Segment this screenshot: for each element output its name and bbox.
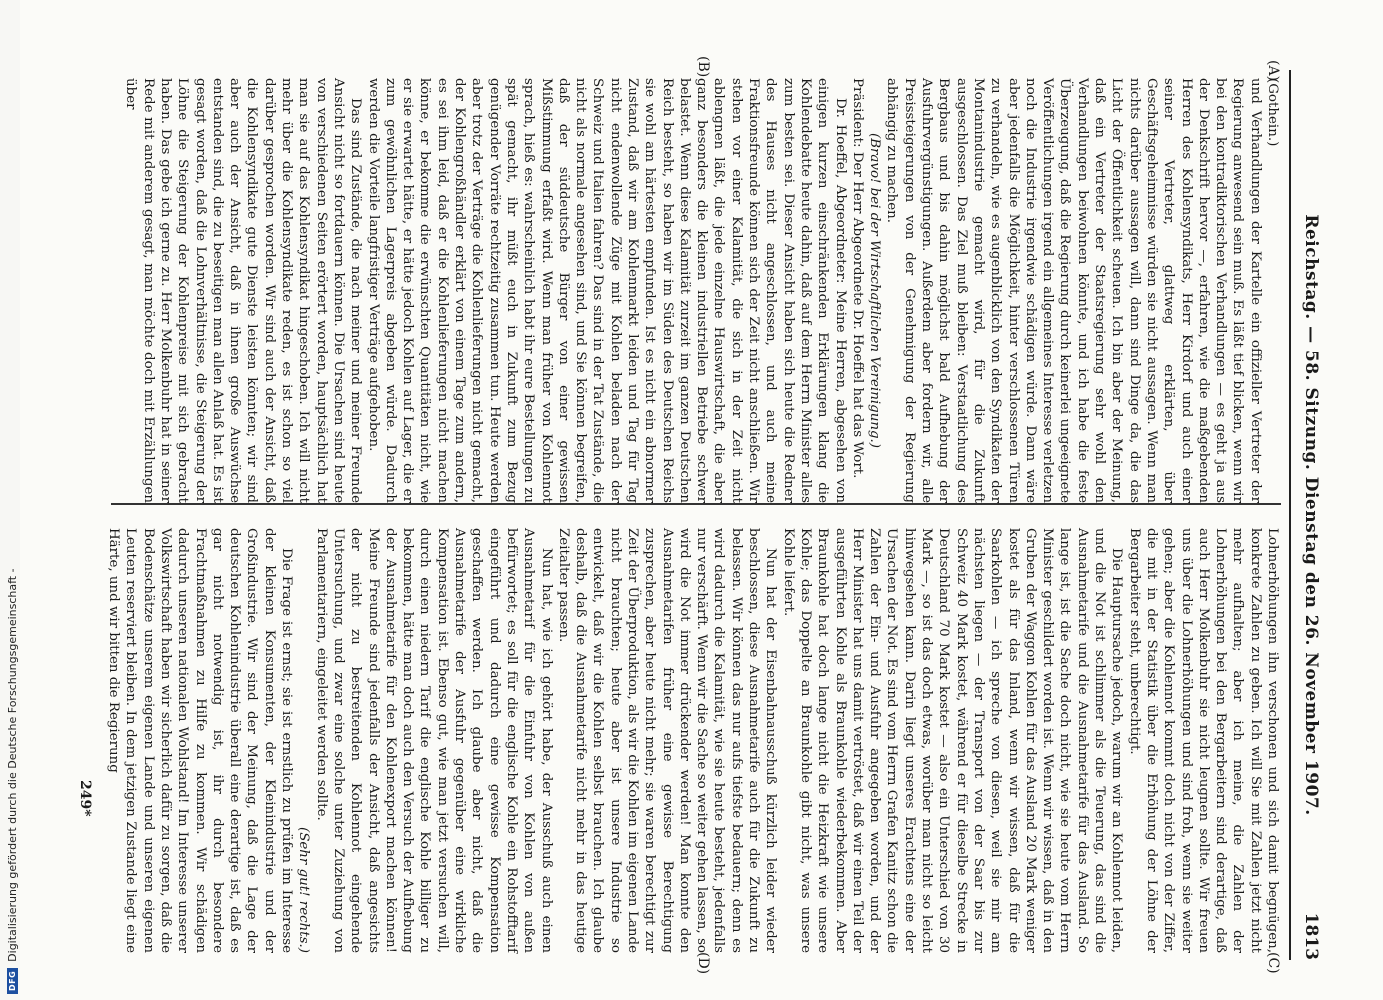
margin-mark-d: (D) xyxy=(695,952,711,975)
column-separator xyxy=(111,503,1281,505)
dfg-logo: DFG xyxy=(7,968,18,994)
signature-mark: 249* xyxy=(77,780,93,817)
paragraph: Das sind Zustände, die nach meiner und meiner Freunde Ansicht nicht so fortdauern können. Die Ursachen sind heute von verschiedenen Seiten erörtert worden, hauptsächlich hat man sie auf das Kohlensyndikat hingeschoben. Ich will nicht mehr über die Kohlensyndikate reden, es ist schon so viel darüber gesprochen worden. Wir sind auch der Ansicht, daß die Kohlensyndikate gute Dienste leisten könnten; wir sind aber auch der Ansicht, daß in ihnen große Auswüchse entstanden sind, die zu beseitigen man allen Anlaß hat. Es ist gesagt worden, daß die Lohnverhältnisse, die Steigerung der Löhne die Steigerung der Kohlenpreise mit sich gebracht haben. Das gebe ich gerne zu. Herr Molkenbuhr hat in seiner Rede mit anderem gesagt, man möchte doch mit Erzählungen über xyxy=(123,78,364,503)
footer-credit-text: Digitalisierung gefördert durch die Deutsche Forschungsgemeinschaft - xyxy=(5,568,19,962)
paragraph: Dr. Hoeffel, Abgeordneter: Meine Herren, abgesehen von einigen kurzen einschränkenden Erklärungen klang die Kohlendebatte heute dahin, daß auf dem Herrn Minister alles zum besten sei. Dieser Ansicht haben sich heute die Redner des Hauses nicht angeschlossen, und auch meine Fraktionsfreunde können sich der Zeit nicht anschließen. Wir stehen vor einer Kalamität, die sich in der Zeit nicht ablengnen läßt, die jede einzelne Hauswirtschaft, die aber ganz besonders die kleinen industriellen Betriebe schwer belastet. Wenn diese Kalamität zurzeit im ganzen Deutschen Reich besteht, so haben wir im Süden des Deutschen Reichs sie wohl am härtesten empfunden. Ist es nicht ein abnormer Zustand, daß wir am Kohlenmarkt leiden und Tag für Tag nicht endenwollende Züge mit Kohlen beladen nach der Schweiz und Italien fahren? Das sind in der Tat Zustände, die nicht als normale angesehen sind, und Sie können begreifen, daß der süddeutsche Bürger von einer gewissen Mißstimmung erfaßt wird. Wenn man früher von Kohlennot sprach, hieß es: wahrscheinlich habt ihr eure Bestellungen zu spät gemacht, ihr müßt euch in Zukunft zum Bezug genügender Vorräte rechtzeitig zusammen tun. Heute werden aber trotz der Verträge die Kohlenlieferungen nicht gemacht, der Kohlengroßhändler erklärt von einem Tage zum andern, es sei ihm leid, daß er die Kohlenlieferungen nicht machen könne, er bekomme die erwünschten Quantitäten nicht, wie er sie erwartet hätte, er hätte jedoch Kohlen auf Lager, die er zum gewöhnlichen Lagerpreis abgeben würde. Dadurch werden die Vorteile langfristiger Verträge aufgehoben. xyxy=(365,78,848,503)
paragraph: (Gothein.) xyxy=(1265,78,1280,147)
page-number: 1813 xyxy=(1301,912,1321,960)
footer-bar xyxy=(0,0,20,1000)
paragraph: (Sehr gut! rechts.) xyxy=(296,826,312,953)
paragraph: (Bravo! bei der Wirtschaftlichen Vereinigung.) xyxy=(867,132,883,449)
paragraph: Die Hauptursache jedoch, warum wir an Kohlennot leiden, und die Not ist schlimmer als die Teuerung, das sind die Ausnahmetarife und die Ausnahmetarife für das Ausland. So lange ist, ist die Sache doch nicht, wie sie heute vom Herrn Minister geschildert worden ist. Wenn wir wissen, daß in den Gruben der Waggon Kohlen für das Ausland 20 Mark weniger kostet als für das Inland, wenn wir wissen, daß für die Saarkohlen — ich spreche von diesen, weil sie mir am nächsten liegen — der Transport von der Saar bis zur Schweiz 40 Mark kostet, während er für dieselbe Strecke in Deutschland 70 Mark kostet — also ein Unterschied von 30 Mark —, so ist das doch etwas, worüber man nicht so leicht hinwegsehen kann. Darin liegt unseres Erachtens eine der Ursachen der Not. Es sind vom Herrn Grafen Kanitz schon die Zahlen der Ein- und Ausfuhr angegeben worden, und der Herr Minister hat uns damit vertröstet, daß wir einen Teil der ausgeführten Kohle als Braunkohle wiederbekommen. Aber Braunkohle hat doch lange nicht die Heizkraft wie unsere Kohle; das Doppelte an Braunkohle gibt nicht, was unsere Kohle liefert. xyxy=(780,528,1125,953)
header-title: Reichstag. — 58. Sitzung. Dienstag den 26. November 1907. xyxy=(1301,214,1321,816)
paragraph: Nun hat, wie ich gehört habe, der Ausschuß auch einen Ausnahmetarif für die Einfuhr von Kohlen von außen befürwortet; es soll für die englische Kohle ein Rohstofftarif eingeführt und dadurch eine gewisse Kompensation geschaffen werden. Ich glaube aber nicht, daß die Ausnahmetarife der Ausfuhr gegenüber eine wirkliche Kompensation ist. Ebenso gut, wie man jetzt versuchen will, durch einen niedern Tarif die englische Kohle billiger zu bekommen, hätte man doch auch den Versuch der Aufhebung der Ausnahmetarife für den Kohlenexport machen können! Meine Freunde sind jedenfalls der Ansicht, daß angesichts der nicht zu bestreitenden Kohlennot eingehende Untersuchung, und zwar eine solche unter Zuziehung von Parlamentariern, eingeleitet werden sollte. xyxy=(313,528,554,953)
margin-mark-a: (A) xyxy=(1265,60,1281,82)
paragraph: Nun hat der Eisenbahnausschuß kürzlich leider wieder beschlossen, diese Ausnahmetarife auch für die Zukunft zu belassen. Wir können das nur aufs tiefste bedauern; denn es wird dadurch die Kalamität, wie sie heute besteht, jedenfalls nur verschärft. Wenn wir die Sache so weiter gehen lassen, so wird die Not immer drückender werden! Man konnte den Ausnahmetarifen früher eine gewisse Berechtigung zusprechen, aber heute nicht mehr; sie waren berechtigt zur Zeit der Überproduktion, als wir die Kohlen im eigenen Lande nicht brauchten; heute aber ist unsere Industrie so entwickelt, daß wir die Kohlen selbst brauchen. Ich glaube deshalb, daß die Ausnahmetarife nicht mehr in das heutige Zeitalter passen. xyxy=(555,528,779,953)
paragraph: Die Frage ist ernst; sie ist ernstlich zu prüfen im Interesse der kleinen Konsumenten, der Kleinindustrie und der Großindustrie. Wir sind der Meinung, daß die Lage der deutschen Kohlenindustrie überall eine derartige ist, daß es gar nicht notwendig ist, ihr durch besondere Frachtmaßnahmen zu Hilfe zu kommen. Wir schädigen dadurch unseren nationalen Wohlstand! Im Interesse unserer Volkswirtschaft haben wir sicherlich dafür zu sorgen, daß die Bodenschätze unserem eigenen Lande und unseren eigenen Leuten reserviert bleiben. In dem jetzigen Zustande liegt eine Härte, und wir bitten die Regierung xyxy=(106,528,295,953)
page-header xyxy=(1297,70,1325,960)
paragraph: Lohnerhöhungen ihn verschonen und sich damit begnügen, konkrete Zahlen zu geben. Ich will Sie mit Zahlen jetzt nicht mehr aufhalten; aber ich meine, die Zahlen der Lohnerhöhungen bei den Bergarbeitern sind derartige, daß auch Herr Molkenbuhr sie nicht leugnen sollte. Wir freuen uns über die Lohnerhöhungen und sind froh, wenn sie weiter gehen; aber die Kohlennot kommt doch nicht von der Ziffer, die mit in der Statistik über die Erhöhung der Löhne der Bergarbeiter steht, unberechtigt. xyxy=(1126,528,1280,953)
header-rule xyxy=(1289,70,1291,960)
left-column xyxy=(122,78,1281,503)
paragraph: Präsident: Der Herr Abgeordnete Dr. Hoeffel hat das Wort. xyxy=(849,78,865,479)
paragraph: und Verhandlungen der Kartelle ein offizieller Vertreter der Regierung anwesend sein muß. Es läßt tief blicken, wenn wir bei den kontradiktorischen Verhandlungen — es geht ja aus der Denkschrift hervor —, erfahren, wie die maßgebenden Herren des Kohlensyndikats, Herr Kirdorf und auch einer seiner Vertreter, glattweg erklärten, über Geschäftsgeheimnisse würden sie nicht aussagen. Wenn man nichts darüber aussagen will, dann sind Dinge da, die das Licht der Öffentlichkeit scheuen. Ich bin aber der Meinung, daß ein Vertreter der Staatsregierung sehr wohl den Verhandlungen beiwohnen könnte, und ich habe die feste Überzeugung, daß die Regierung durch keinerlei ungeeignete Veröffentlichungen irgend ein allgemeines Interesse verletzen noch die Industrie irgendwie schädigen würde. Dann wäre aber jedenfalls die Möglichkeit, hinter verschlossenen Türen zu verhandeln, wie es augenblicklich von den Syndikaten der Montanindustrie gemacht wird, für die Zukunft ausgeschlossen. Das Ziel muß bleiben: Verstaatlichung des Bergbaus und bis dahin möglichst bald Aufhebung der Ausfuhrvergünstigungen. Außerdem aber fordern wir, alle Preissteigerungen von der Genehmigung der Regierung abhängig zu machen. xyxy=(884,78,1263,503)
right-column xyxy=(105,528,1281,953)
margin-mark-c: (C) xyxy=(1265,952,1281,974)
margin-mark-b: (B) xyxy=(695,56,711,78)
footer-credit xyxy=(2,0,22,1000)
